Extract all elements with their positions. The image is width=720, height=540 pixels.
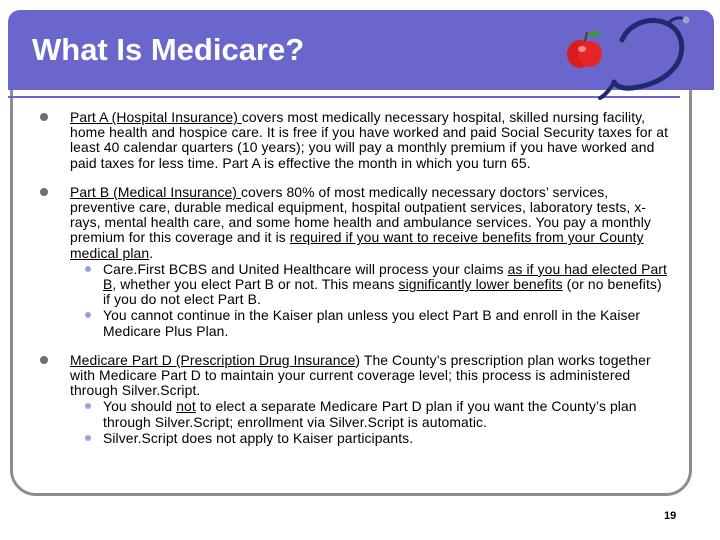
part-b-sub-1-text-1: Care.First BCBS and United Healthcare will process your claims (103, 260, 508, 277)
bullet-part-a (38, 110, 670, 171)
part-b-sub-item-2 (70, 308, 670, 338)
part-b-text: covers 80% of most medically necessary doctors’ services, preventive care, durable medical equipment, hospital outpatient services, laboratory tests, x-rays, mental health care, and some home health and ambulance services. You pay a monthly premium for this coverage and it is (70, 183, 651, 246)
part-d-sub-1-paragraph (103, 399, 670, 429)
part-b-sub-item-1 (70, 262, 670, 308)
part-d-sub-1-underline: not (176, 398, 196, 415)
part-b-required: required if you want to receive benefits from your County medical plan (70, 229, 644, 261)
part-a-heading: Part A (Hospital Insurance) (70, 109, 242, 125)
bullet-part-b (38, 185, 670, 339)
page-number: 19 (664, 510, 677, 522)
part-b-heading: Part B (Medical Insurance) (70, 183, 241, 200)
bullet-dot (40, 356, 48, 364)
part-d-sub-item-2 (70, 431, 670, 446)
part-b-sub-2-text: You cannot continue in the Kaiser plan unless you elect Part B and enroll in the Kaiser Medicare Plus Plan. (103, 307, 641, 339)
part-b-sub-1-text-3: (or no benefits) if you do not elect Part B. (103, 276, 662, 308)
part-b-sub-1-paragraph (103, 262, 670, 308)
part-d-sub-1-text-2: to elect a separate Medicare Part D plan if you want the County’s plan through Silver.Script; enrollment via Silver.Script is automatic. (103, 398, 637, 430)
part-b-sub-1-underline-1: as if you had elected Part B (103, 260, 667, 293)
part-a-text: covers most medically necessary hospital, skilled nursing facility, home health and hospice care. It is free if you have worked and paid Social Security taxes for at least 40 calendar quarters (10 years); you will pay a monthly premium if you have worked and paid taxes for less time. Part A is effective the month in which you turn 65. (70, 109, 669, 171)
part-b-paragraph (70, 185, 670, 261)
part-d-text: ) The County’s prescription plan works together with Medicare Part D to maintain your current coverage level; this process is administered through Silver.Script. (70, 351, 651, 399)
bullet-list (38, 110, 670, 460)
sub-bullet-dot (85, 403, 91, 409)
part-d-sub-item-1 (70, 399, 670, 429)
part-a-paragraph (70, 110, 670, 171)
apple-stethoscope-icon (560, 10, 700, 100)
part-b-sub-1-underline-2: significantly lower benefits (398, 276, 563, 293)
part-d-paragraph (70, 353, 670, 399)
part-b-period: . (149, 244, 154, 261)
sub-bullet-dot (85, 266, 91, 272)
part-d-sub-1-text-1: You should (103, 398, 177, 415)
part-d-heading: Medicare Part D (Prescription Drug Insurance (70, 351, 356, 368)
part-d-sub-2-text: Silver.Script does not apply to Kaiser participants. (103, 429, 414, 446)
bullet-dot (40, 113, 48, 121)
bullet-part-d (38, 353, 670, 446)
part-b-sub-1-text-2: , whether you elect Part B or not. This means (112, 276, 399, 293)
sub-bullet-dot (85, 312, 91, 318)
bullet-dot (40, 188, 48, 196)
sub-bullet-dot (85, 435, 91, 441)
slide-title: What Is Medicare? (32, 32, 305, 67)
